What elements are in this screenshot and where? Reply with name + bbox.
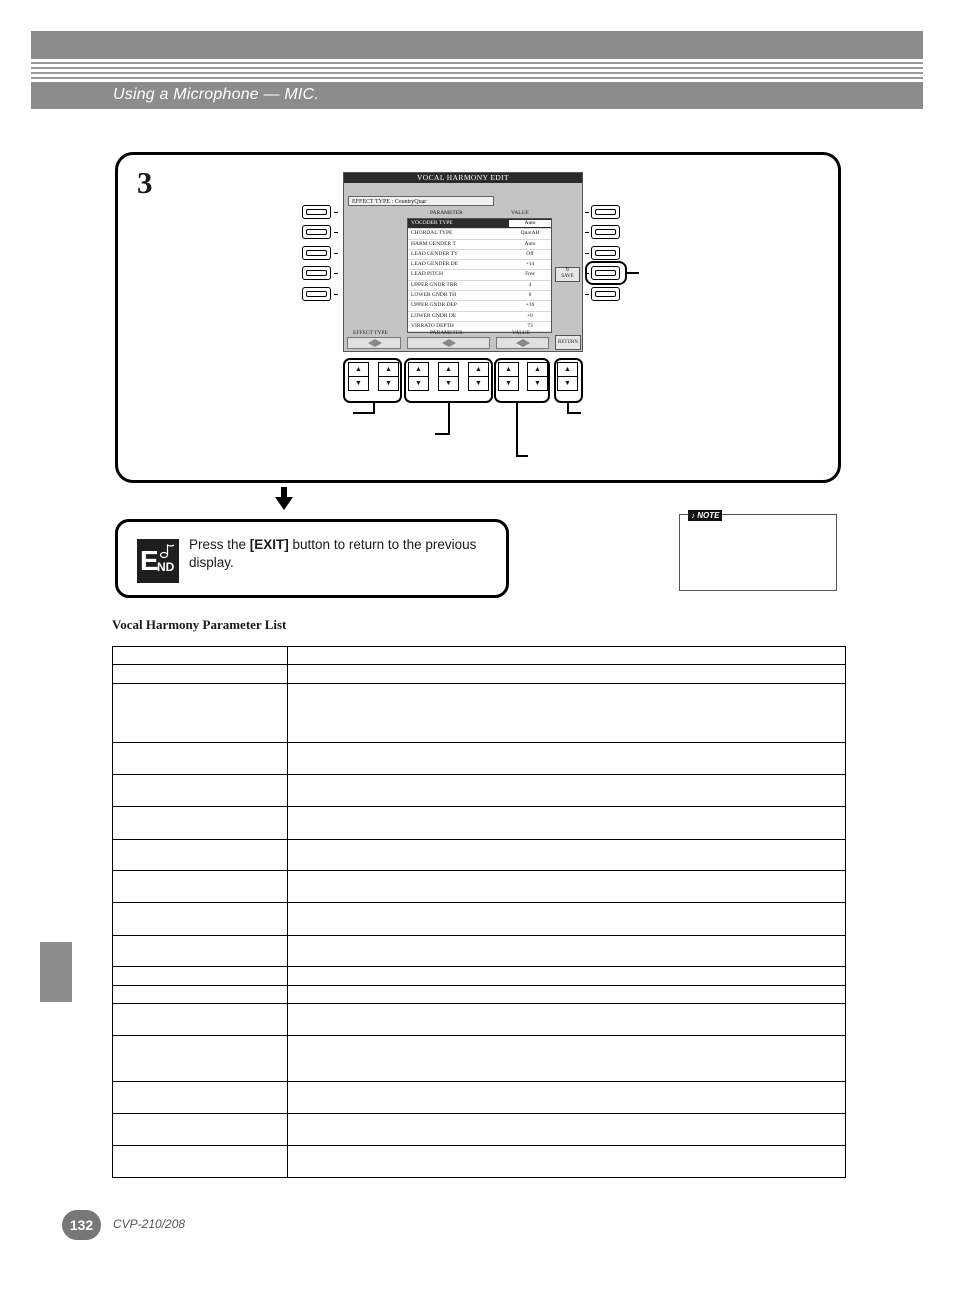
button-g[interactable]: [591, 225, 620, 239]
parameter-row[interactable]: VIBRATO DEPTH 73: [408, 322, 551, 332]
button-d-tick: [334, 273, 338, 274]
up-arrow-icon: ▲: [409, 363, 428, 377]
table-cell: [113, 903, 288, 936]
callout-line: [627, 272, 639, 274]
callout-line: [353, 412, 375, 414]
parameter-row[interactable]: LOWER GNDR TH 0: [408, 291, 551, 301]
table-row: [113, 871, 846, 903]
table-cell: [288, 903, 846, 936]
table-row: [113, 840, 846, 871]
button-i-highlight: [585, 261, 627, 285]
table-cell: [113, 936, 288, 967]
table-cell: [113, 1114, 288, 1146]
button-j[interactable]: [591, 287, 620, 301]
table-row: [113, 807, 846, 840]
down-arrow-icon: [442, 343, 456, 347]
button-b[interactable]: [302, 225, 331, 239]
table-cell: [288, 807, 846, 840]
effect-type-slider[interactable]: [347, 337, 401, 349]
parameter-row[interactable]: LEAD GENDER DE +14: [408, 260, 551, 270]
table-cell: [288, 936, 846, 967]
up-arrow-icon: ▲: [439, 363, 458, 377]
table-cell: [288, 1036, 846, 1082]
table-cell: [288, 1082, 846, 1114]
table-row: [113, 936, 846, 967]
table-cell: [113, 807, 288, 840]
button-6-updown[interactable]: [498, 362, 519, 391]
header-rule: [31, 77, 923, 79]
table-row: [113, 743, 846, 775]
parameter-row[interactable]: LOWER GNDR DE +0: [408, 312, 551, 322]
button-e[interactable]: [302, 287, 331, 301]
parameter-row[interactable]: HARM GENDER T Auto: [408, 240, 551, 250]
table-cell: [288, 647, 846, 665]
table-row: [113, 1036, 846, 1082]
down-arrow-icon: ▼: [385, 380, 392, 387]
header-band: [31, 31, 923, 59]
note-box: [679, 514, 837, 591]
parameter-list-title: Vocal Harmony Parameter List: [112, 617, 287, 632]
effect-type-field[interactable]: EFFECT TYPE : CountryQuar: [348, 196, 494, 206]
table-cell: [113, 684, 288, 743]
table-cell: [113, 1004, 288, 1036]
parameter-tab-label: PARAMETER: [430, 330, 463, 336]
table-cell: [288, 775, 846, 807]
table-row: [113, 775, 846, 807]
callout-line: [435, 433, 450, 435]
down-arrow-icon: [275, 497, 293, 510]
parameter-list: [407, 218, 552, 333]
value-slider[interactable]: [496, 337, 549, 349]
end-icon: E ND: [137, 539, 179, 583]
parameter-row[interactable]: UPPER GNDR THR 4: [408, 281, 551, 291]
button-h[interactable]: [591, 246, 620, 260]
button-a[interactable]: [302, 205, 331, 219]
header-rule: [31, 67, 923, 69]
callout-line: [516, 403, 518, 456]
save-button[interactable]: [555, 267, 580, 282]
step-number: 3: [137, 165, 153, 200]
table-cell: [288, 1004, 846, 1036]
lcd-screen: [343, 172, 583, 352]
button-e-tick: [334, 294, 338, 295]
button-a-tick: [334, 212, 338, 213]
parameter-row[interactable]: LEAD GENDER TY Off: [408, 250, 551, 260]
button-f[interactable]: [591, 205, 620, 219]
down-arrow-icon: ▼: [415, 380, 422, 387]
header-rule: [31, 62, 923, 64]
down-arrow: [281, 487, 287, 497]
callout-line: [516, 455, 528, 457]
table-row: [113, 647, 846, 665]
down-arrow-icon: ▼: [445, 380, 452, 387]
table-cell: [113, 743, 288, 775]
button-h-tick: [585, 253, 589, 254]
value-tab-label: VALUE: [512, 330, 530, 336]
table-cell: [288, 871, 846, 903]
table-row: [113, 665, 846, 684]
down-arrow-icon: ▼: [505, 380, 512, 387]
table-cell: [288, 967, 846, 986]
table-cell: [113, 1082, 288, 1114]
value-column-label: VALUE: [511, 210, 529, 216]
parameter-slider[interactable]: [407, 337, 490, 349]
note-label: ♪ NOTE: [688, 510, 722, 521]
table-cell: [113, 1036, 288, 1082]
down-arrow-icon: ▼: [355, 380, 362, 387]
callout-line: [448, 403, 450, 434]
table-cell: [113, 1146, 288, 1178]
parameter-column-label: PARAMETER: [430, 210, 463, 216]
parameter-row[interactable]: LEAD PITCH Free: [408, 270, 551, 280]
table-cell: [113, 986, 288, 1004]
table-cell: [288, 986, 846, 1004]
section-title: Using a Microphone — MIC.: [113, 86, 319, 103]
table-row: [113, 684, 846, 743]
table-row: [113, 1082, 846, 1114]
chapter-tab: [40, 942, 72, 1002]
model-name: CVP-210/208: [113, 1217, 186, 1231]
table-row: [113, 1114, 846, 1146]
button-2-updown[interactable]: [378, 362, 399, 391]
up-arrow-icon: ▲: [379, 363, 398, 377]
lcd-title: VOCAL HARMONY EDIT: [344, 173, 582, 183]
button-8-updown[interactable]: [557, 362, 578, 391]
down-arrow-icon: [516, 343, 530, 347]
table-row: [113, 967, 846, 986]
up-arrow-icon: ▲: [469, 363, 488, 377]
return-button[interactable]: RETURN: [555, 335, 581, 350]
table-row: [113, 903, 846, 936]
table-row: [113, 986, 846, 1004]
button-c[interactable]: [302, 246, 331, 260]
up-arrow-icon: ▲: [349, 363, 368, 377]
save-icon: ↻: [565, 268, 570, 273]
down-arrow-icon: ▼: [564, 380, 571, 387]
button-g-tick: [585, 232, 589, 233]
up-arrow-icon: ▲: [499, 363, 518, 377]
button-7-updown[interactable]: [527, 362, 548, 391]
page-number: 132: [62, 1210, 101, 1240]
down-arrow-icon: ▼: [475, 380, 482, 387]
table-row: [113, 1146, 846, 1178]
parameter-row[interactable]: UPPER GNDR DEP +16: [408, 301, 551, 311]
save-label: SAVE: [561, 274, 574, 279]
button-j-tick: [585, 294, 589, 295]
button-3-updown[interactable]: [408, 362, 429, 391]
table-cell: [113, 665, 288, 684]
callout-line: [567, 412, 581, 414]
down-arrow-icon: [368, 343, 382, 347]
button-f-tick: [585, 212, 589, 213]
music-note-icon: [159, 543, 177, 559]
table-cell: [113, 647, 288, 665]
table-cell: [113, 775, 288, 807]
header-rule: [31, 72, 923, 74]
table-cell: [288, 684, 846, 743]
parameter-row[interactable]: CHORDAL TYPE QuarAB: [408, 229, 551, 239]
button-b-tick: [334, 232, 338, 233]
table-cell: [113, 871, 288, 903]
table-cell: [288, 840, 846, 871]
button-d[interactable]: [302, 266, 331, 280]
table-cell: [288, 743, 846, 775]
up-arrow-icon: ▲: [528, 363, 547, 377]
table-row: [113, 1004, 846, 1036]
table-cell: [288, 1146, 846, 1178]
table-cell: [288, 665, 846, 684]
button-1-updown[interactable]: [348, 362, 369, 391]
table-cell: [113, 840, 288, 871]
effect-type-tab-label: EFFECT TYPE: [353, 330, 388, 336]
parameter-row[interactable]: VOCODER TYPE Auto: [408, 219, 551, 229]
button-5-updown[interactable]: [468, 362, 489, 391]
end-instruction: Press the [EXIT] button to return to the previous display.: [189, 537, 477, 570]
button-4-updown[interactable]: [438, 362, 459, 391]
table-cell: [113, 967, 288, 986]
parameter-table: [112, 646, 846, 1178]
down-arrow-icon: ▼: [534, 380, 541, 387]
up-arrow-icon: ▲: [558, 363, 577, 377]
table-cell: [288, 1114, 846, 1146]
button-c-tick: [334, 253, 338, 254]
